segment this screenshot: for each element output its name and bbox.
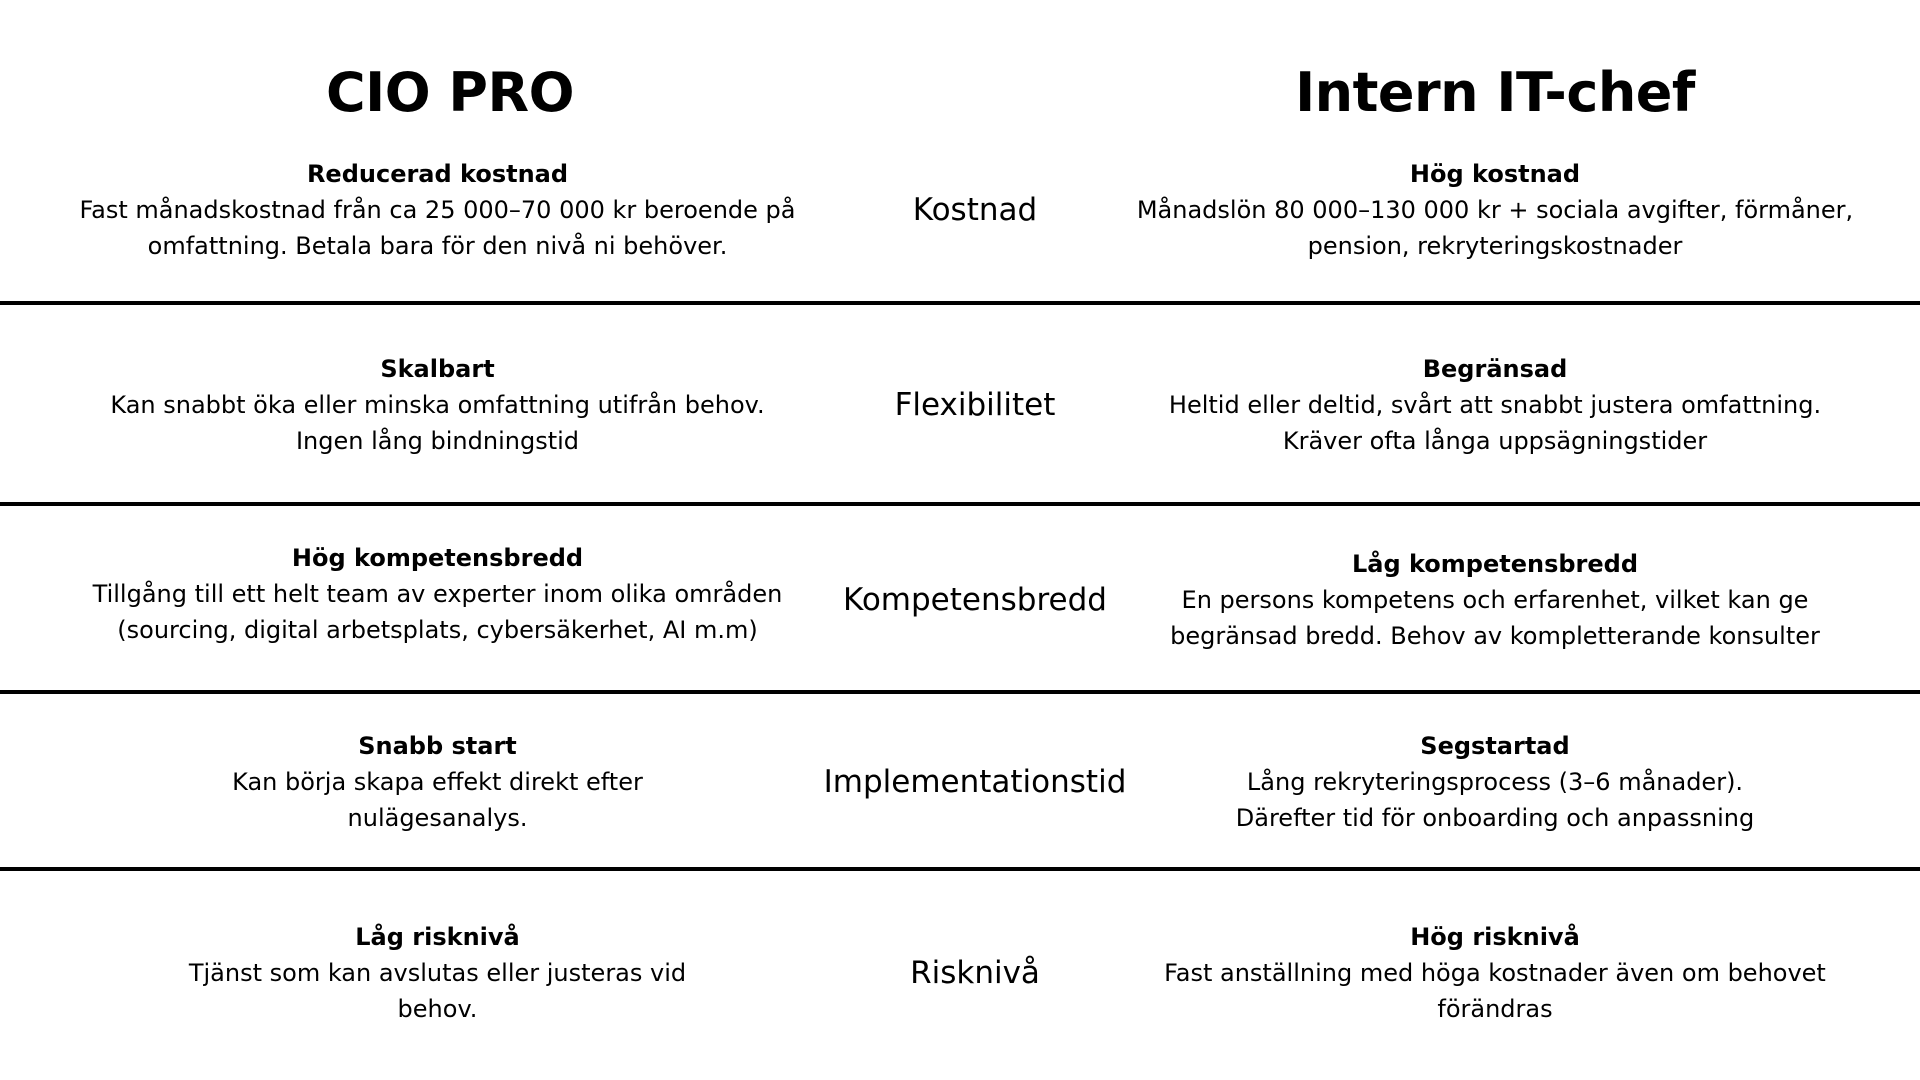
criterion-cell	[810, 540, 1140, 660]
criterion-label: Kompetensbredd	[843, 582, 1107, 618]
row-divider	[0, 502, 1920, 506]
comparison-row-riskniva	[0, 913, 1920, 1033]
cio-pro-cell	[50, 534, 825, 654]
cell-heading: Låg kompetensbredd	[1351, 550, 1639, 578]
cell-heading: Segstartad	[1420, 732, 1570, 760]
cell-text: Kan börja skapa effekt direkt efter nulägesanalys.	[232, 768, 643, 832]
intern-it-chef-column-title: Intern IT-chef	[1295, 61, 1695, 124]
comparison-row-implementationstid	[0, 722, 1920, 842]
cell-text: Fast anställning med höga kostnader även om behovet förändras	[1164, 959, 1826, 1023]
criterion-cell	[810, 722, 1140, 842]
comparison-row-kompetensbredd	[0, 540, 1920, 660]
cell-heading: Hög kostnad	[1409, 160, 1581, 188]
cell-text: Tjänst som kan avslutas eller justeras vid behov.	[188, 959, 687, 1023]
cio-pro-cell	[50, 913, 825, 1033]
intern-it-chef-cell	[1120, 913, 1870, 1033]
cell-heading: Hög kompetensbredd	[291, 544, 584, 572]
criterion-label: Flexibilitet	[894, 387, 1056, 423]
intern-it-chef-cell	[1120, 150, 1870, 270]
cell-text: Tillgång till ett helt team av experter inom olika områden (sourcing, digital arbetsplats, cybersäkerhet, AI m.m)	[92, 580, 783, 644]
cell-text: Månadslön 80 000–130 000 kr + sociala avgifter, förmåner, pension, rekryteringskostnader	[1136, 196, 1854, 260]
cell-heading: Begränsad	[1422, 355, 1568, 383]
cell-text: Kan snabbt öka eller minska omfattning utifrån behov. Ingen lång bindningstid	[110, 391, 765, 455]
cell-text: Fast månadskostnad från ca 25 000–70 000 kr beroende på omfattning. Betala bara för den nivå ni behöver.	[79, 196, 796, 260]
row-divider	[0, 301, 1920, 305]
cell-text: En persons kompetens och erfarenhet, vilket kan ge begränsad bredd. Behov av kompletterande konsulter	[1170, 586, 1820, 650]
cio-pro-cell	[50, 345, 825, 465]
cio-pro-cell	[50, 722, 825, 842]
row-divider	[0, 690, 1920, 694]
criterion-cell	[810, 150, 1140, 270]
cell-text: Lång rekryteringsprocess (3–6 månader). Därefter tid för onboarding och anpassning	[1235, 768, 1755, 832]
criterion-label: Implementationstid	[823, 764, 1127, 800]
cell-text: Heltid eller deltid, svårt att snabbt justera omfattning. Kräver ofta långa uppsägningstider	[1168, 391, 1822, 455]
criterion-label: Risknivå	[910, 955, 1040, 991]
cell-heading: Låg risknivå	[355, 923, 520, 951]
cell-heading: Hög risknivå	[1410, 923, 1580, 951]
intern-it-chef-cell	[1120, 540, 1870, 660]
cell-heading: Skalbart	[380, 355, 495, 383]
cio-pro-cell	[50, 150, 825, 270]
intern-it-chef-cell	[1120, 345, 1870, 465]
cell-heading: Reducerad kostnad	[306, 160, 569, 188]
comparison-row-flexibilitet	[0, 345, 1920, 465]
comparison-row-kostnad	[0, 150, 1920, 270]
intern-it-chef-cell	[1120, 722, 1870, 842]
cio-pro-column-title: CIO PRO	[326, 61, 574, 124]
row-divider	[0, 867, 1920, 871]
criterion-cell	[810, 345, 1140, 465]
cell-heading: Snabb start	[358, 732, 517, 760]
criterion-cell	[810, 913, 1140, 1033]
criterion-label: Kostnad	[912, 192, 1038, 228]
